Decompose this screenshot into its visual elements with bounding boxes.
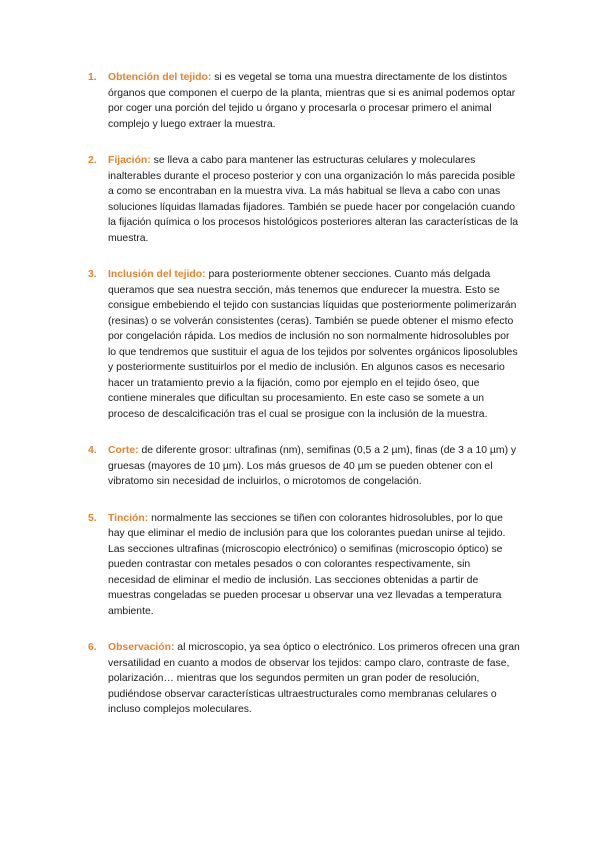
list-term: Obtención del tejido: [108, 72, 212, 83]
list-number: 4. [88, 445, 97, 456]
list-text: se lleva a cabo para mantener las estructuras celulares y moleculares inalterables durante el proceso posterior y con una organización lo más parecida posible a como se encontraban en la muestra viva. La más habitual se lleva a cabo con unas soluciones líquidas llamadas fijadores. También se puede hacer por congelación cuando la fijación química o los procesos histológicos posteriores alteran las características de la muestra. [108, 155, 519, 244]
list-number: 1. [88, 72, 97, 83]
list-text: de diferente grosor: ultrafinas (nm), semifinas (0,5 a 2 µm), finas (de 3 a 10 µm) y gruesas (mayores de 10 µm). Los más gruesos de 40 µm se pueden obtener con el vibratomo sin necesidad de incluirlos, o microtomos de congelación. [108, 445, 517, 487]
list-item-inclusion [88, 267, 520, 422]
list-text: al microscopio, ya sea óptico o electrónico. Los primeros ofrecen una gran versatilidad en cuanto a modos de observar los tejidos: campo claro, contraste de fase, polarización… mientras que los segundos permiten un gran poder de resolución, pudiéndose observar características ultraestructurales como membranas celulares o incluso complejos moleculares. [108, 642, 520, 715]
list-item-observacion [88, 640, 520, 718]
list-item-fijacion [88, 153, 520, 246]
list-term: Fijación: [108, 155, 151, 166]
numbered-list [88, 70, 520, 739]
list-term: Observación: [108, 642, 175, 653]
list-item-corte [88, 443, 520, 490]
list-term: Corte: [108, 445, 139, 456]
list-item-obtencion [88, 70, 520, 132]
list-number: 3. [88, 269, 97, 280]
list-number: 2. [88, 155, 97, 166]
list-number: 5. [88, 512, 97, 524]
list-text: normalmente las secciones se tiñen con colorantes hidrosolubles, por lo que hay que eliminar el medio de inclusión para que los colorantes puedan unirse al tejido. Las secciones ultrafinas (microscopio electrónico) o semifinas (microscopio óptico) se pueden contrastar con metales pesados o con colorantes respectivamente, sin necesidad de eliminar el medio de inclusión. Las secciones obtenidas a partir de muestras congeladas se pueden procesar u observar una vez llevadas a temperatura ambiente. [108, 512, 506, 617]
list-number: 6. [88, 642, 97, 653]
list-text: si es vegetal se toma una muestra directamente de los distintos órganos que componen el cuerpo de la planta, mientras que si es animal podemos optar por coger una porción del tejido u órgano y procesarla o procesar primero el animal complejo y luego extraer la muestra. [108, 72, 516, 130]
list-term: Tinción: [108, 512, 149, 524]
list-term: Inclusión del tejido: [108, 269, 206, 280]
list-text: para posteriormente obtener secciones. Cuanto más delgada queramos que sea nuestra sección, más tenemos que endurecer la muestra. Esto se consigue embebiendo el tejido con sustancias líquidas que posteriormente polimerizarán (resinas) o se volverán consistentes (ceras). También se puede obtener el mismo efecto por congelación rápida. Los medios de inclusión no son normalmente hidrosolubles por lo que tendremos que sustituir el agua de los tejidos por solventes orgánicos liposolubles y posteriormente sustituirlos por el medio de inclusión. En algunos casos es necesario hacer un tratamiento previo a la fijación, como por ejemplo en el tejido óseo, que contiene minerales que dificultan su procesamiento. En este caso se somete a un proceso de descalcificación tras el cual se prosigue con la inclusión de la muestra. [108, 269, 518, 420]
list-item-tincion [88, 511, 520, 620]
